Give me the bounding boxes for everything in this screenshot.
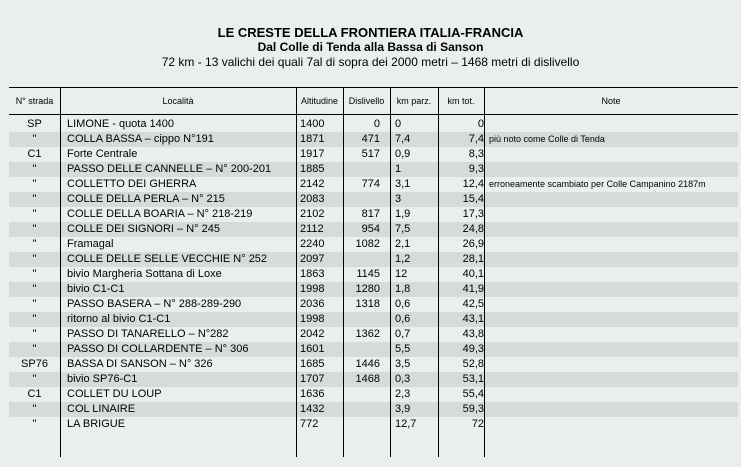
cell-localita: ritorno al bivio C1-C1 bbox=[67, 313, 171, 325]
cell-localita: bivio C1-C1 bbox=[67, 283, 125, 295]
cell-dislivello: 1280 bbox=[355, 283, 380, 295]
cell-altitudine: 1871 bbox=[300, 133, 325, 145]
cell-localita: COLLE DEI SIGNORI – N° 245 bbox=[67, 223, 220, 235]
cell-strada: SP bbox=[27, 118, 42, 130]
cell-altitudine: 1998 bbox=[300, 313, 325, 325]
cell-note bbox=[489, 162, 738, 177]
cell-dislivello: 0 bbox=[373, 118, 380, 130]
cell-localita: Framagal bbox=[67, 238, 114, 250]
cell-note bbox=[489, 297, 738, 312]
cell-note bbox=[489, 372, 738, 387]
cell-strada: " bbox=[32, 373, 37, 385]
cell-altitudine: 1400 bbox=[300, 118, 325, 130]
cell-km-tot: 8,3 bbox=[468, 148, 484, 160]
cell-km-tot: 55,4 bbox=[462, 388, 484, 400]
cell-dislivello bbox=[344, 252, 380, 267]
cell-strada: " bbox=[32, 313, 37, 325]
cell-dislivello: 1468 bbox=[355, 373, 380, 385]
cell-note bbox=[489, 417, 738, 432]
cell-km-parz: 5,5 bbox=[395, 343, 411, 355]
cell-altitudine: 2097 bbox=[300, 253, 325, 265]
document-subtitle: Dal Colle di Tenda alla Bassa di Sanson bbox=[257, 40, 484, 54]
cell-altitudine: 1707 bbox=[300, 373, 325, 385]
cell-km-tot: 40,1 bbox=[462, 268, 484, 280]
cell-note bbox=[489, 252, 738, 267]
cell-km-parz: 7,5 bbox=[395, 223, 411, 235]
cell-dislivello bbox=[344, 192, 380, 207]
cell-km-tot: 43,1 bbox=[462, 313, 484, 325]
cell-km-parz: 2,1 bbox=[395, 238, 411, 250]
header-dislivello: Dislivello bbox=[348, 96, 385, 106]
cell-km-tot: 41,9 bbox=[462, 283, 484, 295]
cell-localita: bivio Margheria Sottana di Loxe bbox=[67, 268, 222, 280]
cell-dislivello bbox=[344, 162, 380, 177]
cell-note bbox=[489, 147, 738, 162]
cell-strada: SP76 bbox=[21, 358, 48, 370]
document-title: LE CRESTE DELLA FRONTIERA ITALIA-FRANCIA bbox=[217, 25, 524, 40]
cell-km-tot: 24,8 bbox=[462, 223, 484, 235]
cell-dislivello: 954 bbox=[361, 223, 380, 235]
cell-strada: C1 bbox=[27, 388, 42, 400]
cell-km-parz: 1,8 bbox=[395, 283, 411, 295]
cell-strada: " bbox=[32, 418, 37, 430]
cell-km-tot: 17,3 bbox=[462, 208, 484, 220]
cell-localita: LIMONE - quota 1400 bbox=[67, 118, 175, 130]
cell-localita: PASSO DI TANARELLO – N°282 bbox=[67, 328, 229, 340]
cell-note bbox=[489, 312, 738, 327]
cell-dislivello: 774 bbox=[361, 178, 380, 190]
cell-strada: " bbox=[32, 208, 37, 220]
cell-note: erroneamente scambiato per Colle Campanino 2187m bbox=[489, 179, 706, 189]
cell-strada: " bbox=[32, 163, 37, 175]
cell-note bbox=[489, 387, 738, 402]
cell-km-tot: 28,1 bbox=[462, 253, 484, 265]
cell-note bbox=[489, 342, 738, 357]
cell-km-parz: 0,6 bbox=[395, 298, 411, 310]
cell-dislivello: 817 bbox=[361, 208, 380, 220]
cell-localita: COLLETTO DEI GHERRA bbox=[67, 178, 197, 190]
cell-km-tot: 9,3 bbox=[468, 163, 484, 175]
cell-strada: " bbox=[32, 193, 37, 205]
cell-dislivello: 1318 bbox=[355, 298, 380, 310]
cell-km-parz: 3,9 bbox=[395, 403, 411, 415]
header-altitudine: Altitudine bbox=[300, 96, 339, 106]
cell-km-parz: 3 bbox=[395, 193, 402, 205]
header-km-tot: km tot. bbox=[447, 96, 475, 106]
cell-km-parz: 3,1 bbox=[395, 178, 411, 190]
cell-dislivello: 1082 bbox=[355, 238, 380, 250]
table-top-rule bbox=[9, 87, 738, 88]
cell-km-parz: 12 bbox=[395, 268, 408, 280]
cell-altitudine: 2042 bbox=[300, 328, 325, 340]
cell-localita: COLLE DELLA PERLA – N° 215 bbox=[67, 193, 225, 205]
cell-strada: " bbox=[32, 253, 37, 265]
cell-altitudine: 2083 bbox=[300, 193, 325, 205]
cell-strada: " bbox=[32, 343, 37, 355]
cell-km-parz: 0 bbox=[395, 118, 402, 130]
cell-localita: bivio SP76-C1 bbox=[67, 373, 138, 385]
cell-note bbox=[489, 192, 738, 207]
cell-altitudine: 1998 bbox=[300, 283, 325, 295]
cell-km-parz: 1,9 bbox=[395, 208, 411, 220]
cell-strada: " bbox=[32, 268, 37, 280]
table-header-rule bbox=[9, 114, 738, 115]
cell-note bbox=[489, 267, 738, 282]
cell-altitudine: 1432 bbox=[300, 403, 325, 415]
cell-km-parz: 0,9 bbox=[395, 148, 411, 160]
cell-dislivello: 1446 bbox=[355, 358, 380, 370]
cell-dislivello bbox=[344, 417, 380, 432]
cell-km-parz: 0,3 bbox=[395, 373, 411, 385]
route-table bbox=[9, 87, 738, 457]
cell-note bbox=[489, 282, 738, 297]
cell-note bbox=[489, 117, 738, 132]
cell-dislivello: 1145 bbox=[356, 268, 380, 280]
cell-strada: " bbox=[32, 403, 37, 415]
cell-localita: Forte Centrale bbox=[67, 148, 138, 160]
cell-note bbox=[489, 357, 738, 372]
cell-km-parz: 2,3 bbox=[395, 388, 411, 400]
cell-altitudine: 2036 bbox=[300, 298, 325, 310]
column-divider bbox=[484, 87, 485, 457]
cell-dislivello bbox=[344, 342, 380, 357]
header-localita: Località bbox=[162, 96, 194, 106]
cell-km-parz: 1 bbox=[395, 163, 402, 175]
cell-localita: PASSO DI COLLARDENTE – N° 306 bbox=[67, 343, 249, 355]
cell-localita: COLLET DU LOUP bbox=[67, 388, 162, 400]
cell-km-parz: 0,6 bbox=[395, 313, 411, 325]
cell-localita: COLLA BASSA – cippo N°191 bbox=[67, 133, 214, 145]
cell-km-parz: 1,2 bbox=[395, 253, 411, 265]
cell-altitudine: 1636 bbox=[300, 388, 325, 400]
cell-strada: " bbox=[32, 283, 37, 295]
cell-localita: COL LINAIRE bbox=[67, 403, 136, 415]
cell-altitudine: 772 bbox=[300, 418, 319, 430]
cell-dislivello bbox=[344, 387, 380, 402]
cell-altitudine: 1685 bbox=[300, 358, 325, 370]
cell-km-parz: 7,4 bbox=[395, 133, 411, 145]
cell-km-tot: 26,9 bbox=[462, 238, 484, 250]
cell-strada: " bbox=[32, 178, 37, 190]
cell-note bbox=[489, 237, 738, 252]
cell-km-tot: 72 bbox=[471, 418, 484, 430]
cell-km-tot: 59,3 bbox=[462, 403, 484, 415]
cell-altitudine: 1917 bbox=[300, 148, 325, 160]
cell-localita: COLLE DELLA BOARIA – N° 218-219 bbox=[67, 208, 253, 220]
cell-km-tot: 7,4 bbox=[468, 133, 484, 145]
cell-strada: " bbox=[32, 238, 37, 250]
cell-note bbox=[489, 207, 738, 222]
header-strada: N° strada bbox=[15, 96, 54, 106]
cell-km-tot: 52,8 bbox=[462, 358, 484, 370]
cell-note bbox=[489, 222, 738, 237]
cell-note bbox=[489, 327, 738, 342]
cell-km-tot: 12,4 bbox=[462, 178, 484, 190]
cell-altitudine: 2102 bbox=[300, 208, 325, 220]
cell-km-tot: 15,4 bbox=[462, 193, 484, 205]
cell-note bbox=[489, 402, 738, 417]
cell-strada: " bbox=[32, 133, 37, 145]
cell-strada: " bbox=[32, 298, 37, 310]
cell-km-tot: 49,3 bbox=[462, 343, 484, 355]
cell-localita: PASSO BASERA – N° 288-289-290 bbox=[67, 298, 242, 310]
header-note: Note bbox=[601, 96, 621, 106]
cell-dislivello: 1362 bbox=[355, 328, 380, 340]
cell-altitudine: 1863 bbox=[300, 268, 325, 280]
cell-km-tot: 0 bbox=[477, 118, 484, 130]
column-divider bbox=[390, 87, 391, 457]
column-divider bbox=[60, 87, 61, 457]
cell-km-parz: 3,5 bbox=[395, 358, 411, 370]
cell-note: più noto come Colle di Tenda bbox=[489, 134, 605, 144]
cell-strada: " bbox=[32, 328, 37, 340]
cell-km-tot: 53,1 bbox=[462, 373, 484, 385]
header-km-parz: km parz. bbox=[396, 96, 432, 106]
cell-km-tot: 42,5 bbox=[462, 298, 484, 310]
cell-localita: LA BRIGUE bbox=[67, 418, 126, 430]
cell-dislivello bbox=[344, 312, 380, 327]
cell-altitudine: 2240 bbox=[300, 238, 325, 250]
cell-dislivello: 517 bbox=[361, 148, 380, 160]
cell-localita: COLLE DELLE SELLE VECCHIE N° 252 bbox=[67, 253, 268, 265]
cell-strada: C1 bbox=[27, 148, 42, 160]
cell-altitudine: 1601 bbox=[300, 343, 325, 355]
cell-dislivello bbox=[344, 402, 380, 417]
cell-dislivello: 471 bbox=[361, 133, 380, 145]
cell-localita: BASSA DI SANSON – N° 326 bbox=[67, 358, 213, 370]
cell-localita: PASSO DELLE CANNELLE – N° 200-201 bbox=[67, 163, 272, 175]
cell-altitudine: 2112 bbox=[300, 223, 324, 235]
cell-km-parz: 0,7 bbox=[395, 328, 411, 340]
cell-strada: " bbox=[32, 223, 37, 235]
document-summary: 72 km - 13 valichi dei quali 7al di sopra dei 2000 metri – 1468 metri di dislivello bbox=[161, 55, 580, 69]
cell-altitudine: 1885 bbox=[300, 163, 325, 175]
cell-km-tot: 43,8 bbox=[462, 328, 484, 340]
cell-altitudine: 2142 bbox=[300, 178, 325, 190]
cell-km-parz: 12,7 bbox=[395, 418, 417, 430]
